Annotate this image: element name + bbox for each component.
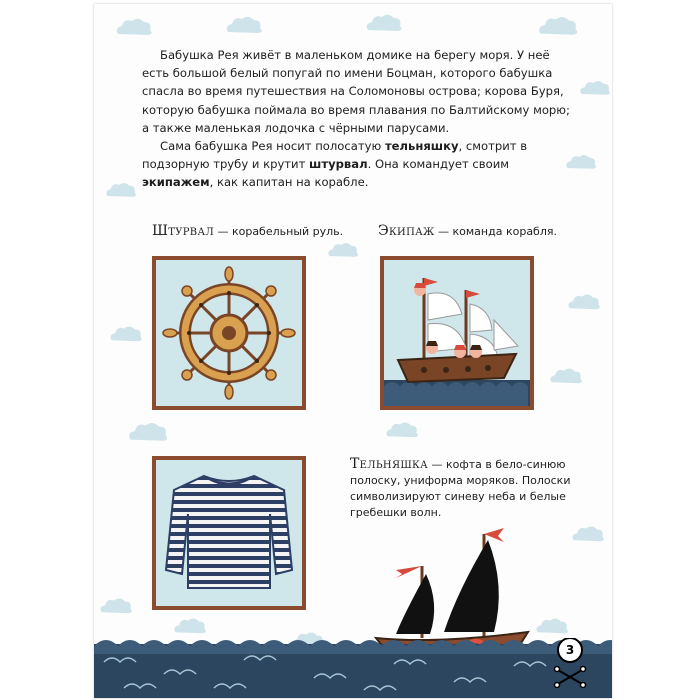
crew-ship-picture — [380, 256, 534, 410]
cloud-icon — [566, 292, 602, 312]
cloud-icon — [326, 240, 360, 260]
sailing-ship-icon — [384, 260, 530, 406]
cloud-icon — [98, 596, 134, 616]
shturval-definition: — корабельный руль. — [213, 225, 344, 238]
book-page — [94, 4, 612, 698]
sea-waves — [94, 626, 612, 698]
striped-shirt-picture — [152, 456, 306, 610]
cloud-icon — [578, 78, 612, 98]
term-highlight: экипажем — [142, 175, 210, 190]
intro-text — [142, 46, 574, 192]
cloud-icon — [114, 16, 154, 38]
ekipazh-caption — [378, 224, 557, 239]
cloud-icon — [108, 324, 144, 344]
cloud-icon — [104, 180, 138, 200]
telnyashka-text — [350, 456, 590, 521]
telnyashka-term: Тельняшка — [350, 456, 428, 472]
telnyashka-definition: — кофта в бело-синюю полоску, униформа моряков. Полоски символизируют синеву неба и белые гребешки волн. — [350, 458, 571, 519]
text-run: Сама бабушка Рея носит полосатую — [160, 139, 385, 154]
cloud-icon — [224, 14, 264, 36]
ekipazh-term: Экипаж — [378, 223, 435, 239]
striped-shirt-icon — [156, 460, 302, 606]
ekipazh-definition: — команда корабля. — [434, 225, 557, 238]
term-highlight: тельняшку — [384, 139, 459, 154]
cloud-icon — [364, 12, 404, 34]
term-highlight: штурвал — [309, 157, 368, 172]
text-run: , смотрит в подзорную трубу и крутит — [142, 139, 528, 172]
cloud-icon — [534, 14, 582, 38]
text-run: , как капитан на корабле. — [209, 175, 369, 190]
intro-paragraph-2 — [142, 137, 574, 192]
cloud-icon — [548, 366, 584, 386]
intro-paragraph-1: Бабушка Рея живёт в маленьком домике на берегу моря. У неё есть большой белый попугай по имени Боцман, которого бабушка спасла во время путешествия на Соломоновы острова; корова Буря, которую бабушка поймала во время плавания по Балтийскому морю; а также маленькая лодочка с чёрными парусами. — [142, 48, 570, 135]
cloud-icon — [384, 420, 420, 440]
shturval-caption — [152, 224, 343, 239]
page-number: 3 — [565, 643, 575, 657]
ship-wheel-icon — [156, 260, 302, 406]
cloud-icon — [570, 524, 606, 544]
ship-wheel-picture — [152, 256, 306, 410]
text-run: . Она командует своим — [367, 157, 510, 172]
cloud-icon — [126, 420, 170, 444]
shturval-term: Штурвал — [152, 223, 214, 239]
